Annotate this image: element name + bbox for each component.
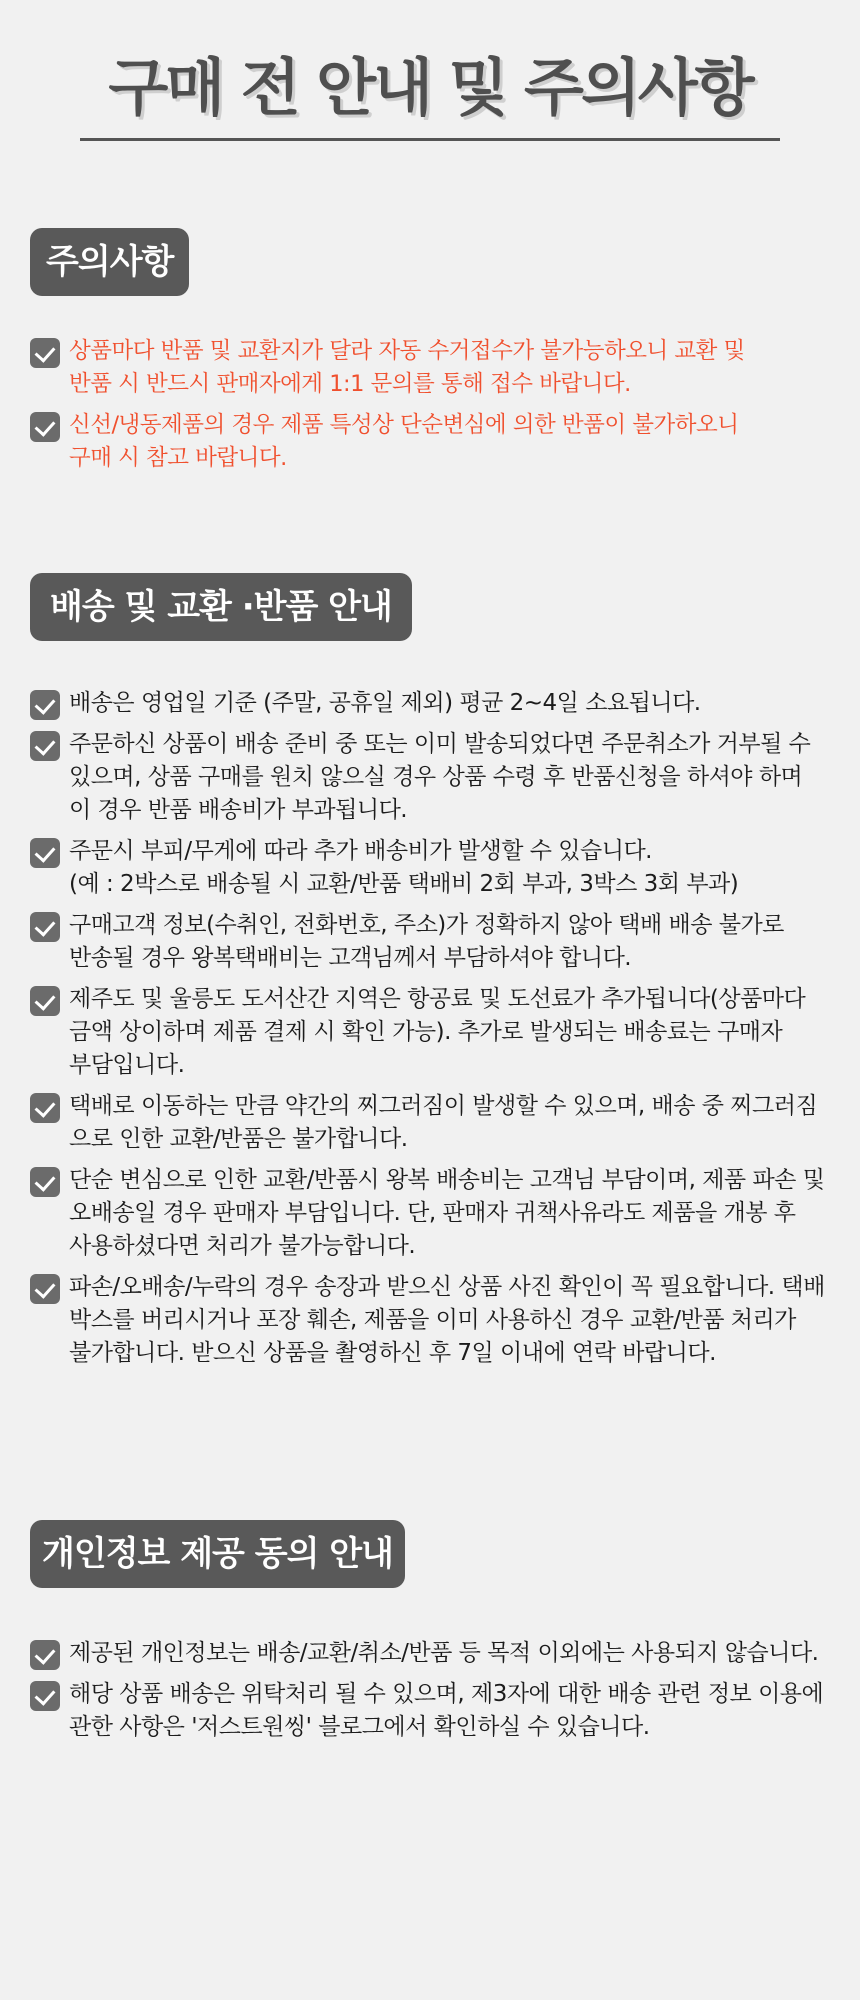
section-heading-caution: 주의사항 xyxy=(30,228,189,296)
list-item-text: 상품마다 반품 및 교환지가 달라 자동 수거접수가 불가능하오니 교환 및 반품 시 반드시 판매자에게 1:1 문의를 통해 접수 바랍니다. xyxy=(69,338,745,397)
checkbox-icon xyxy=(30,731,60,761)
checkbox-icon xyxy=(30,338,60,368)
privacy-list xyxy=(30,1637,850,1752)
checkbox-icon xyxy=(30,690,60,720)
list-item xyxy=(30,335,850,401)
checkbox-icon xyxy=(30,1093,60,1123)
checkbox-icon xyxy=(30,1274,60,1304)
checkbox-icon xyxy=(30,1681,60,1711)
list-item-text: 택배로 이동하는 만큼 약간의 찌그러짐이 발생할 수 있으며, 배송 중 찌그러짐 으로 인한 교환/반품은 불가합니다. xyxy=(69,1093,818,1152)
checkbox-icon xyxy=(30,986,60,1016)
list-item xyxy=(30,409,850,475)
list-item-text: 주문하신 상품이 배송 준비 중 또는 이미 발송되었다면 주문취소가 거부될 수 있으며, 상품 구매를 원치 않으실 경우 상품 수령 후 반품신청을 하셔야 하며 이 경우 반품 배송비가 부과됩니다. xyxy=(69,731,811,823)
checkbox-icon xyxy=(30,838,60,868)
list-item xyxy=(30,687,850,720)
title-divider xyxy=(80,138,780,141)
list-item-text: 구매고객 정보(수취인, 전화번호, 주소)가 정확하지 않아 택배 배송 불가로 반송될 경우 왕복택배비는 고객님께서 부담하셔야 합니다. xyxy=(69,912,784,971)
list-item xyxy=(30,1090,850,1156)
list-item-text: 단순 변심으로 인한 교환/반품시 왕복 배송비는 고객님 부담이며, 제품 파손 및 오배송일 경우 판매자 부담입니다. 단, 판매자 귀책사유라도 제품을 개봉 후 사용하셨다면 처리가 불가능합니다. xyxy=(69,1167,825,1259)
list-item xyxy=(30,835,850,901)
list-item-text: 제주도 및 울릉도 도서산간 지역은 항공료 및 도선료가 추가됩니다(상품마다 금액 상이하며 제품 결제 시 확인 가능). 추가로 발생되는 배송료는 구매자 부담입니다. xyxy=(69,986,806,1078)
list-item-text: 제공된 개인정보는 배송/교환/취소/반품 등 목적 이외에는 사용되지 않습니다. xyxy=(69,1640,819,1666)
caution-list xyxy=(30,335,850,483)
section-heading-shipping: 배송 및 교환 ·반품 안내 xyxy=(30,573,412,641)
list-item xyxy=(30,909,850,975)
list-item xyxy=(30,1164,850,1263)
list-item-text: 주문시 부피/무게에 따라 추가 배송비가 발생할 수 있습니다. (예 : 2박스로 배송될 시 교환/반품 택배비 2회 부과, 3박스 3회 부과) xyxy=(69,838,739,897)
list-item-text: 배송은 영업일 기준 (주말, 공휴일 제외) 평균 2~4일 소요됩니다. xyxy=(69,690,701,716)
list-item-text: 해당 상품 배송은 위탁처리 될 수 있으며, 제3자에 대한 배송 관련 정보 이용에 관한 사항은 '저스트원씽' 블로그에서 확인하실 수 있습니다. xyxy=(69,1681,824,1740)
list-item xyxy=(30,1678,850,1744)
section-heading-privacy: 개인정보 제공 동의 안내 xyxy=(30,1520,405,1588)
list-item xyxy=(30,1271,850,1370)
checkbox-icon xyxy=(30,1167,60,1197)
page-title: 구매 전 안내 및 주의사항 xyxy=(108,51,752,124)
list-item xyxy=(30,1637,850,1670)
list-item-text: 파손/오배송/누락의 경우 송장과 받으신 상품 사진 확인이 꼭 필요합니다. 택배 박스를 버리시거나 포장 훼손, 제품을 이미 사용하신 경우 교환/반품 처리가 불가합니다. 받으신 상품을 촬영하신 후 7일 이내에 연락 바랍니다. xyxy=(69,1274,825,1366)
checkbox-icon xyxy=(30,412,60,442)
list-item xyxy=(30,728,850,827)
list-item-text: 신선/냉동제품의 경우 제품 특성상 단순변심에 의한 반품이 불가하오니 구매 시 참고 바랍니다. xyxy=(69,412,739,471)
list-item xyxy=(30,983,850,1082)
shipping-list xyxy=(30,687,850,1378)
checkbox-icon xyxy=(30,1640,60,1670)
checkbox-icon xyxy=(30,912,60,942)
